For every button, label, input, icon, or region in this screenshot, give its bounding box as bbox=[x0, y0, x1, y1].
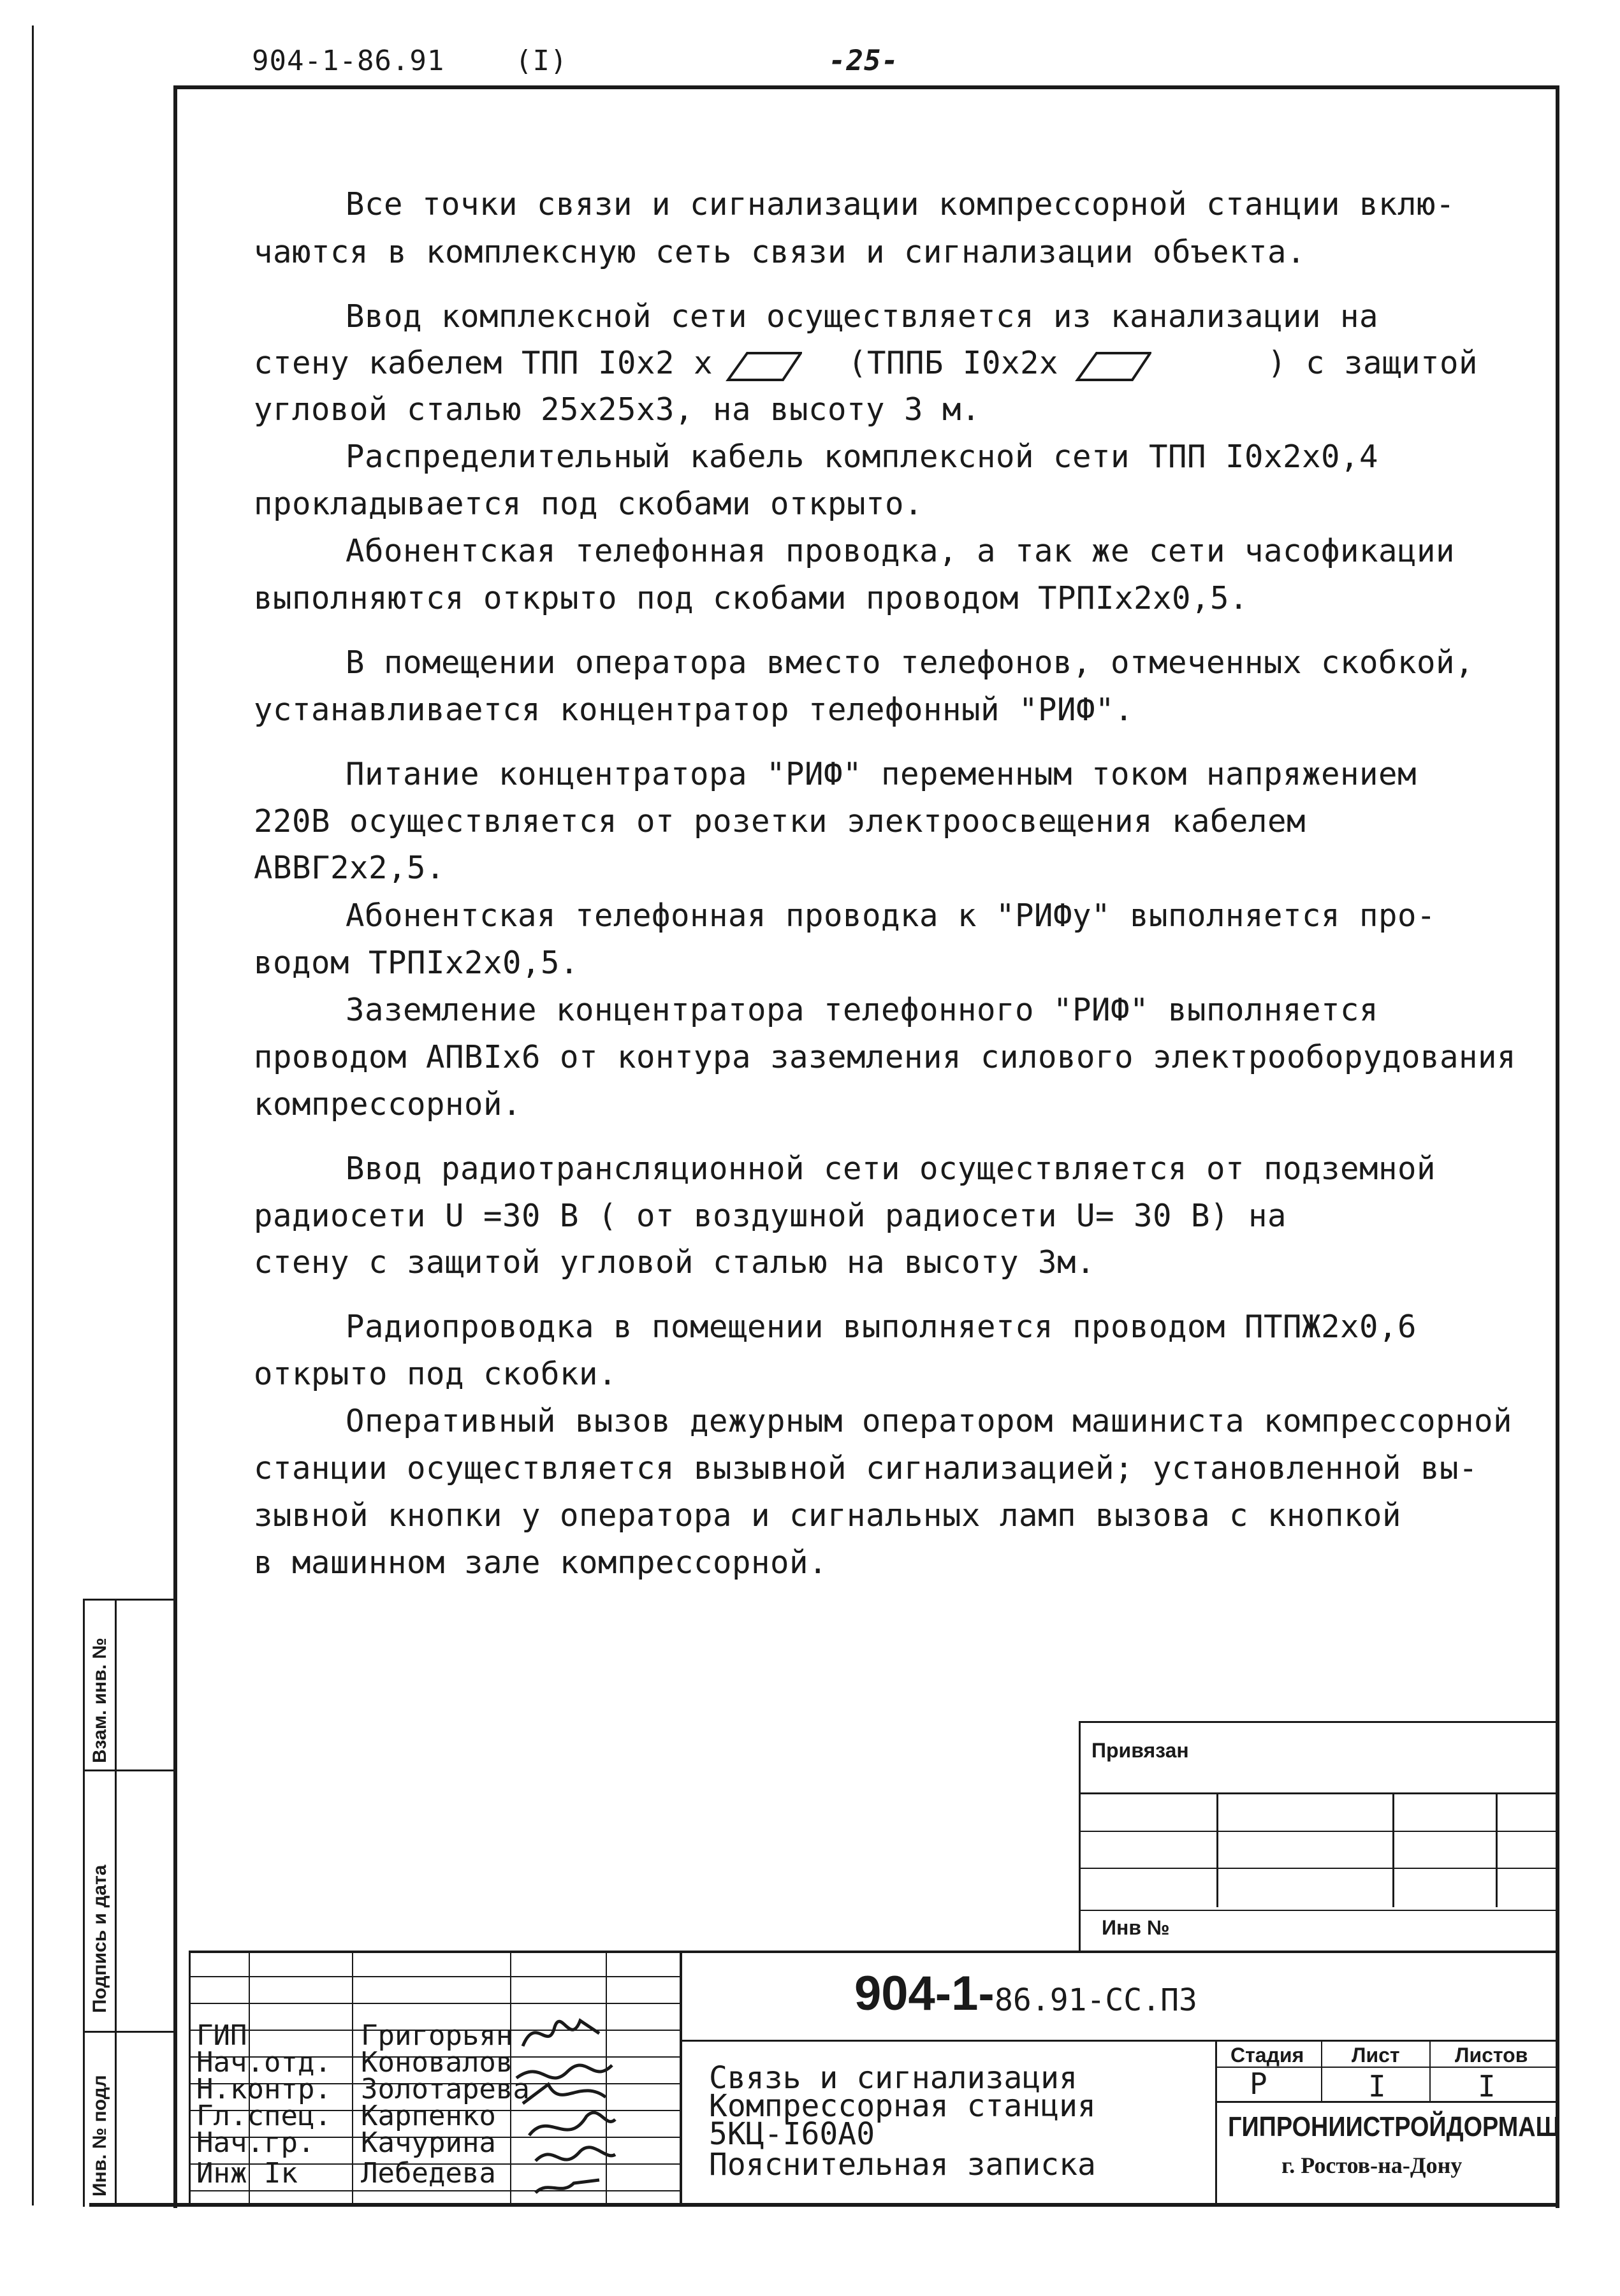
text-line: Абонентская телефонная проводка к "РИФу" выполняется про- bbox=[346, 897, 1436, 934]
label-inv-podl: Инв. № подл bbox=[89, 2075, 110, 2197]
staff-name: Качурина bbox=[361, 2126, 496, 2159]
text-line: проводом АПВIх6 от контура заземления силового электрооборудования bbox=[254, 1039, 1517, 1075]
value-sheets: I bbox=[1478, 2069, 1496, 2103]
title-line: 5КЦ-I60А0 bbox=[709, 2116, 875, 2152]
text-line: выполняются открыто под скобами проводом ТРПIх2х0,5. bbox=[254, 580, 1249, 616]
doc-code-rest: 86.91-СС.ПЗ bbox=[995, 1982, 1197, 2018]
text-line: в машинном зале компрессорной. bbox=[254, 1544, 828, 1581]
value-sheet: I bbox=[1368, 2069, 1386, 2103]
organization-name: ГИПРОНИИСТРОЙДОРМАШ bbox=[1228, 2111, 1560, 2142]
staff-name: Лебедева bbox=[361, 2157, 496, 2190]
frame-right bbox=[1556, 85, 1559, 2208]
cable-pair-blank-2 bbox=[1075, 348, 1151, 386]
label-podpis-data: Подпись и дата bbox=[89, 1864, 110, 2013]
text-line: В помещении оператора вместо телефонов, отмеченных скобкой, bbox=[346, 644, 1475, 681]
staff-role: Гл.спец. bbox=[196, 2100, 332, 2132]
text-line: Питание концентратора "РИФ" переменным током напряжением bbox=[346, 756, 1417, 792]
text-line: ) с защитой bbox=[1267, 345, 1478, 381]
staff-role: ГИП bbox=[196, 2019, 247, 2052]
text-line: Распределительный кабель комплексной сети ТПП I0х2х0,4 bbox=[346, 439, 1379, 475]
label-sheet: Лист bbox=[1352, 2044, 1400, 2067]
text-line: радиосети U =30 В ( от воздушной радиосети U= 30 В) на bbox=[254, 1198, 1287, 1234]
doc-code-bold: 904-1- bbox=[854, 1966, 995, 2021]
frame-bottom bbox=[89, 2203, 1559, 2207]
title-line: Пояснительная записка bbox=[709, 2147, 1096, 2183]
text-line: 220В осуществляется от розетки электроосвещения кабелем bbox=[254, 803, 1306, 839]
text-line: АВВГ2х2,5. bbox=[254, 850, 446, 886]
text-line: Абонентская телефонная проводка, а так же сети часофикации bbox=[346, 533, 1456, 569]
text-line: открыто под скобки. bbox=[254, 1356, 618, 1392]
text-line: чаются в комплексную сеть связи и сигнализации объекта. bbox=[254, 234, 1306, 270]
text-line: Все точки связи и сигнализации компрессорной станции вклю- bbox=[346, 186, 1456, 222]
label-inv-no: Инв № bbox=[1102, 1916, 1170, 1939]
text-line: Ввод комплексной сети осуществляется из канализации на bbox=[346, 298, 1379, 335]
text-line: Оперативный вызов дежурным оператором машиниста компрессорной bbox=[346, 1403, 1513, 1439]
text-line: устанавливается концентратор телефонный "РИФ". bbox=[254, 692, 1134, 728]
staff-name: Григорьян bbox=[361, 2019, 513, 2052]
value-stage: Р bbox=[1250, 2067, 1267, 2101]
header-album: (I) bbox=[515, 45, 568, 77]
text-line: угловой сталью 25х25х3, на высоту 3 м. bbox=[254, 391, 981, 428]
label-privyazan: Привязан bbox=[1091, 1739, 1189, 1762]
page-number: -25- bbox=[829, 45, 899, 77]
text-line: (ТППБ I0х2х bbox=[848, 345, 1059, 381]
staff-name: Золотарева bbox=[361, 2073, 530, 2105]
organization-city: г. Ростов-на-Дону bbox=[1281, 2153, 1463, 2178]
binding-margin-line bbox=[32, 25, 34, 2205]
label-sheets: Листов bbox=[1455, 2044, 1528, 2067]
text-line: Радиопроводка в помещении выполняется проводом ПТПЖ2х0,6 bbox=[346, 1309, 1417, 1345]
staff-name: Коновалов bbox=[361, 2046, 513, 2079]
text-line: станции осуществляется вызывной сигнализацией; установленной вы- bbox=[254, 1450, 1478, 1486]
signature-icon bbox=[510, 2008, 618, 2199]
title-line: Компрессорная станция bbox=[709, 2088, 1096, 2124]
staff-name: Карпенко bbox=[361, 2100, 496, 2132]
text-line: Ввод радиотрансляционной сети осуществляется от подземной bbox=[346, 1151, 1436, 1187]
staff-role: Н.контр. bbox=[196, 2073, 332, 2105]
frame-left bbox=[173, 85, 177, 2208]
text-line: компрессорной. bbox=[254, 1086, 522, 1123]
text-line: водом ТРПIх2х0,5. bbox=[254, 945, 580, 981]
staff-role: Нач.гр. bbox=[196, 2126, 315, 2159]
text-line: стену с защитой угловой сталью на высоту 3м. bbox=[254, 1244, 1096, 1281]
cable-pair-blank-1 bbox=[726, 348, 802, 386]
text-line: Заземление концентратора телефонного "РИФ" выполняется bbox=[346, 992, 1379, 1028]
text-line: прокладывается под скобами открыто. bbox=[254, 486, 924, 522]
text-line: стену кабелем ТПП I0х2 х bbox=[254, 345, 713, 381]
label-vzam-inv: Взам. инв. № bbox=[89, 1638, 110, 1763]
staff-role: Нач.отд. bbox=[196, 2046, 332, 2079]
text-line: зывной кнопки у оператора и сигнальных ламп вызова с кнопкой bbox=[254, 1497, 1402, 1534]
title-line: Связь и сигнализация bbox=[709, 2060, 1077, 2096]
frame-top bbox=[177, 85, 1559, 89]
label-stage: Стадия bbox=[1230, 2044, 1304, 2067]
header-doc-code: 904-1-86.91 bbox=[252, 45, 445, 77]
staff-role: Инж Iк bbox=[196, 2157, 298, 2190]
